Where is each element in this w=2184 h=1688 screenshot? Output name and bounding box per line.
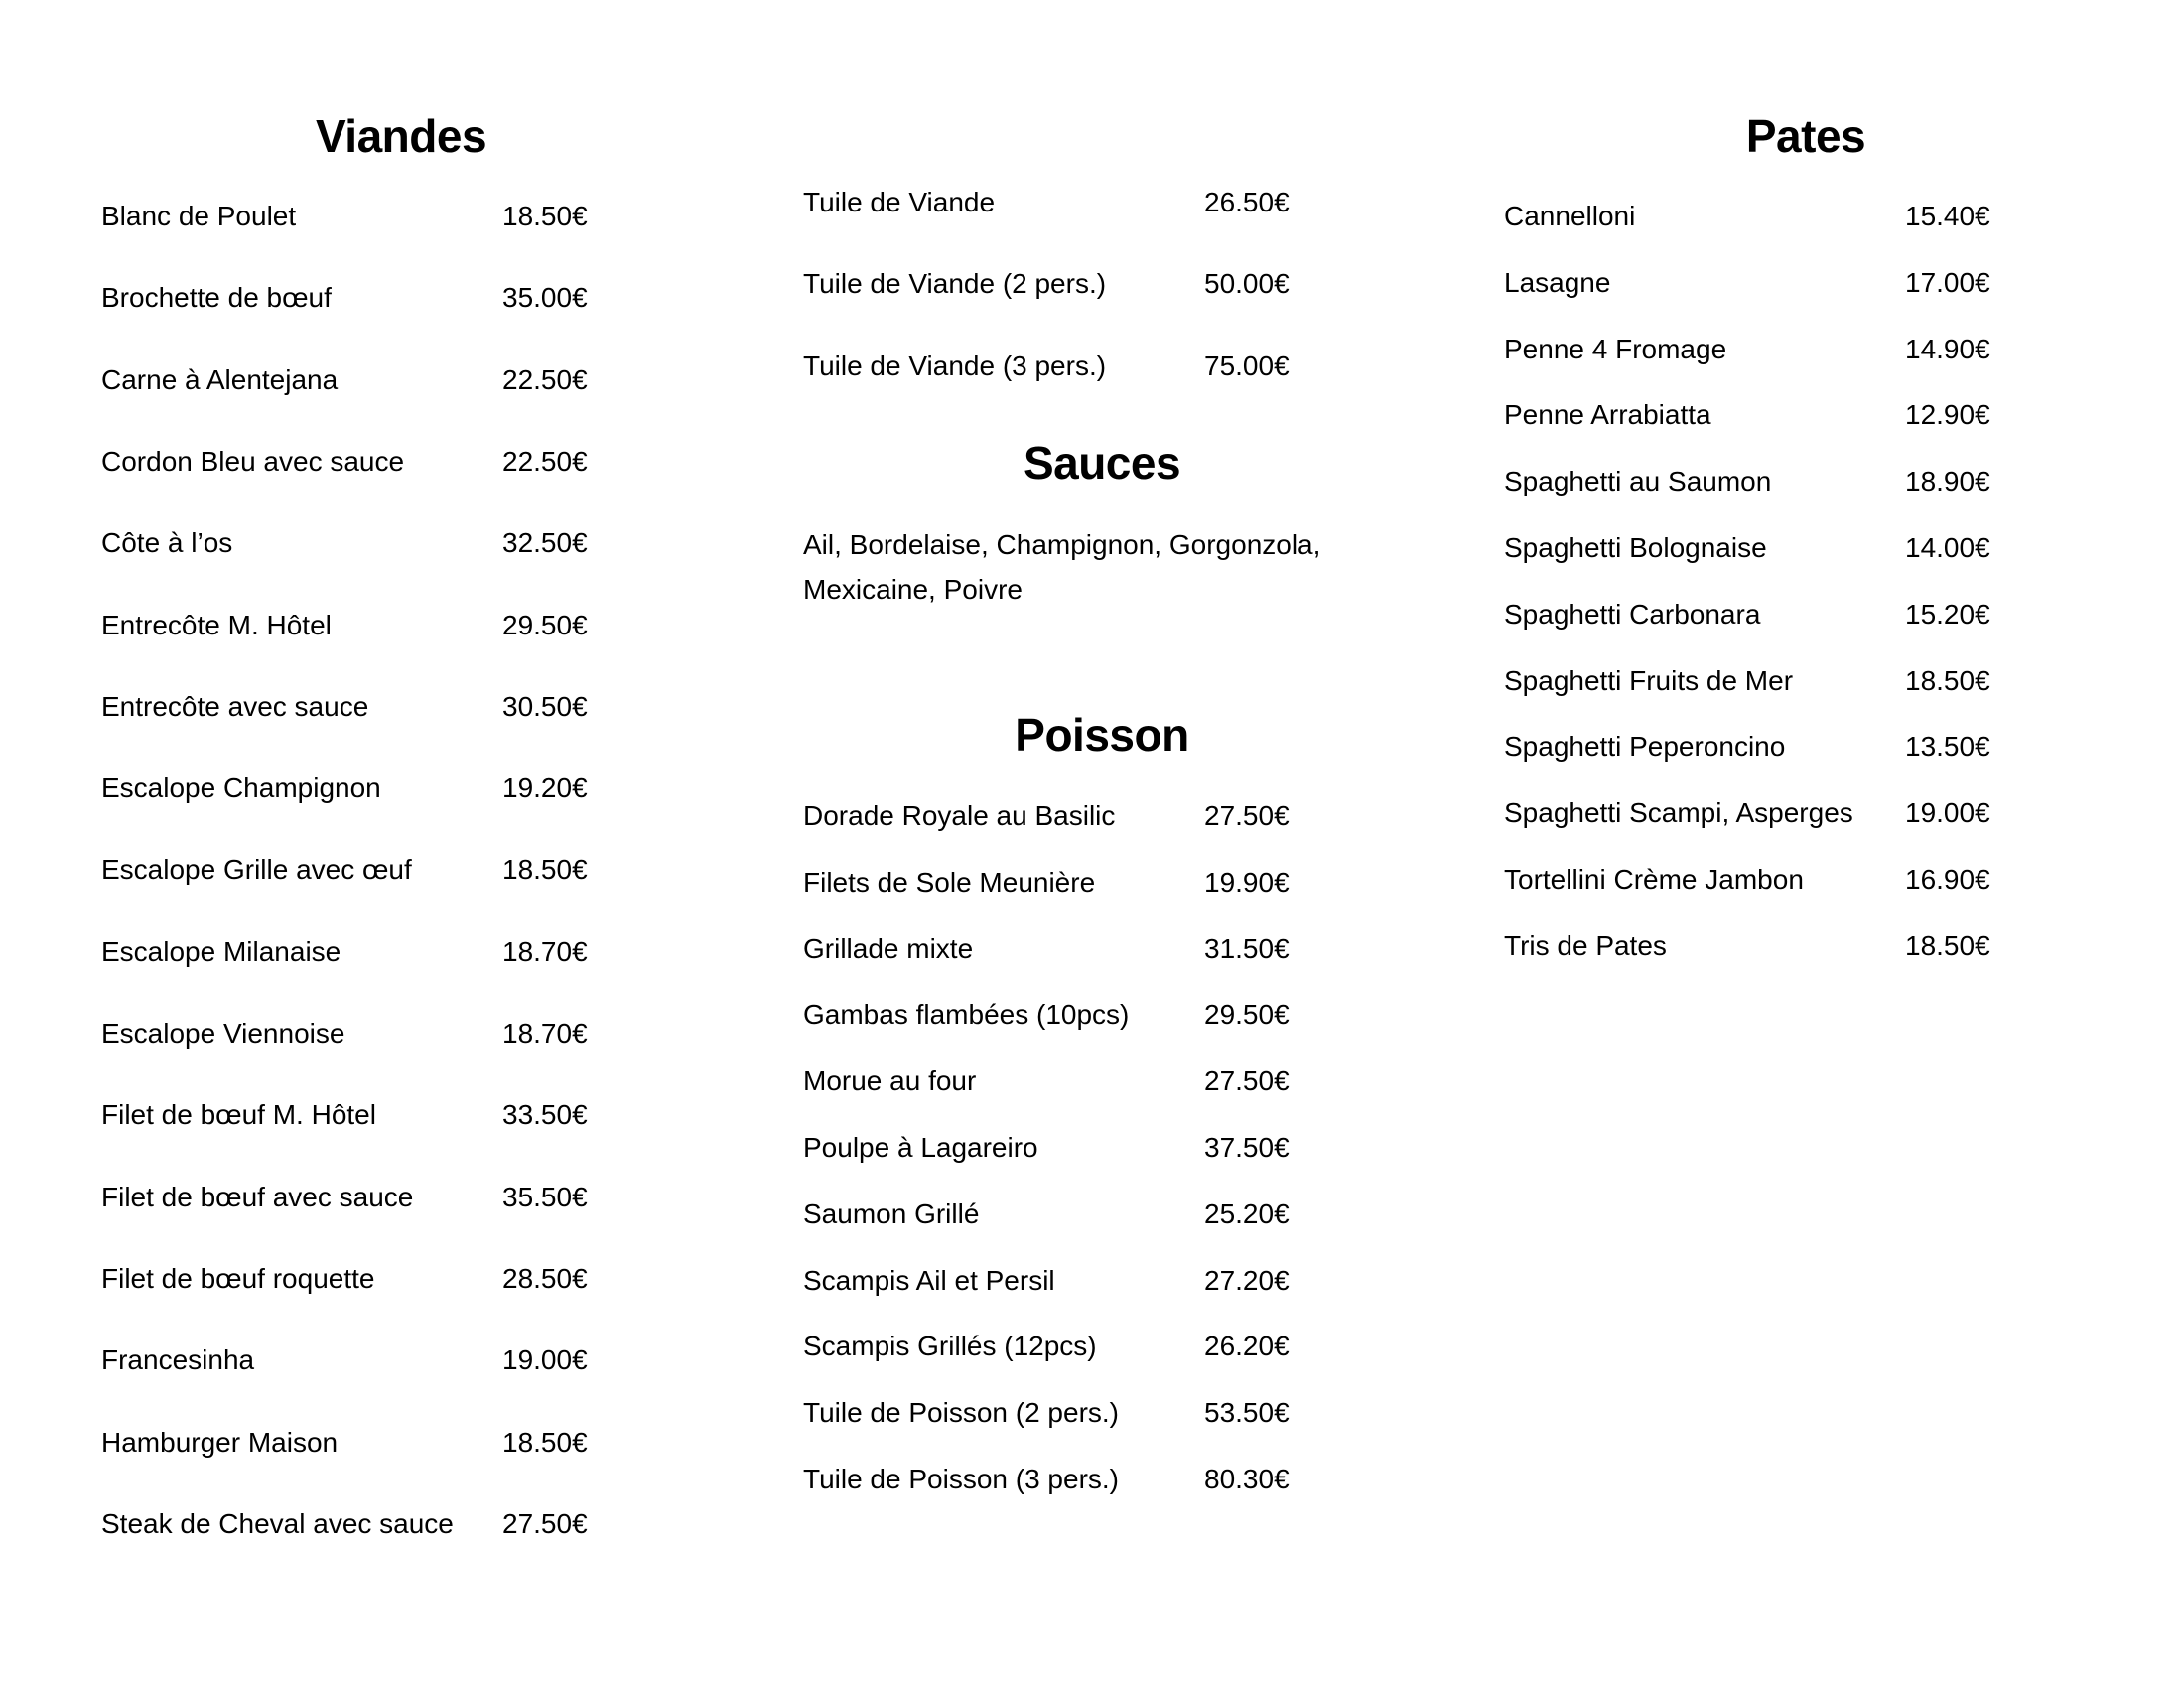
menu-item-name: Penne Arrabiatta (1504, 399, 1711, 431)
menu-item-price: 33.50€ (502, 1099, 588, 1131)
menu-item-name: Carne à Alentejana (101, 363, 339, 395)
menu-item-price: 14.00€ (1905, 532, 1990, 563)
menu-item-name: Tuile de Viande (3 pers.) (803, 350, 1107, 381)
menu-item-price: 25.20€ (1204, 1197, 1290, 1229)
menu-item-name: Filet de bœuf M. Hôtel (101, 1099, 376, 1131)
menu-item-price: 27.50€ (502, 1507, 588, 1539)
menu-item-price: 27.20€ (1204, 1264, 1290, 1296)
menu-item-name: Steak de Cheval avec sauce (101, 1507, 454, 1539)
menu-item-name: Entrecôte M. Hôtel (101, 609, 332, 640)
menu-item-price: 22.50€ (502, 363, 588, 395)
menu-item-price: 12.90€ (1905, 399, 1990, 431)
menu-item-price: 16.90€ (1905, 864, 1990, 895)
menu-item-price: 27.50€ (1204, 800, 1290, 831)
menu-item-price: 31.50€ (1204, 932, 1290, 964)
menu-item-name: Spaghetti Bolognaise (1504, 532, 1767, 563)
menu-item-name: Spaghetti Fruits de Mer (1504, 664, 1794, 696)
menu-item-price: 18.50€ (502, 854, 588, 886)
menu-item-name: Lasagne (1504, 266, 1611, 298)
menu-item-name: Tris de Pates (1504, 929, 1667, 961)
menu-item-price: 37.50€ (1204, 1132, 1290, 1163)
menu-item-name: Spaghetti Peperoncino (1504, 731, 1786, 763)
menu-item-price: 35.50€ (502, 1181, 588, 1212)
menu-item-price: 35.00€ (502, 282, 588, 314)
menu-item-name: Cannelloni (1504, 201, 1636, 231)
menu-item-price: 18.50€ (1905, 664, 1990, 696)
menu-item-name: Cordon Bleu avec sauce (101, 445, 405, 477)
menu-item-price: 15.40€ (1905, 201, 1990, 231)
menu-item-name: Escalope Viennoise (101, 1018, 345, 1049)
section-title-pates: Pates (1745, 110, 1866, 162)
menu-item-name: Filet de bœuf avec sauce (101, 1181, 414, 1212)
sauces-list-text: Ail, Bordelaise, Champignon, Gorgonzola, Mexicaine, Poivre (803, 529, 1321, 605)
menu-item-price: 19.00€ (1905, 797, 1990, 829)
menu-item-price: 18.50€ (1905, 929, 1990, 961)
menu-item-price: 18.70€ (502, 1018, 588, 1049)
menu-item-price: 18.90€ (1905, 466, 1990, 497)
menu-item-price: 26.20€ (1204, 1331, 1290, 1362)
menu-item-name: Tuile de Poisson (2 pers.) (803, 1397, 1119, 1429)
menu-item-name: Morue au four (803, 1065, 977, 1097)
menu-item-price: 19.20€ (502, 773, 588, 804)
menu-item-name: Tuile de Viande (2 pers.) (803, 268, 1107, 300)
menu-item-price: 15.20€ (1905, 598, 1990, 630)
section-title-sauces: Sauces (1023, 437, 1181, 489)
section-title-viandes: Viandes (315, 110, 487, 162)
menu-item-name: Filets de Sole Meunière (803, 866, 1096, 898)
menu-item-name: Tuile de Poisson (3 pers.) (803, 1464, 1119, 1494)
menu-item-price: 19.00€ (502, 1344, 588, 1376)
menu-item-name: Francesinha (101, 1344, 255, 1376)
menu-item-price: 53.50€ (1204, 1397, 1290, 1429)
menu-item-name: Grillade mixte (803, 932, 974, 964)
menu-item-price: 17.00€ (1905, 266, 1990, 298)
menu-item-name: Spaghetti au Saumon (1504, 466, 1772, 497)
menu-item-name: Escalope Grille avec œuf (101, 854, 412, 886)
menu-item-name: Escalope Milanaise (101, 935, 341, 967)
menu-item-name: Gambas flambées (10pcs) (803, 999, 1130, 1031)
menu-item-price: 18.50€ (502, 201, 588, 231)
menu-item-name: Tuile de Viande (803, 187, 996, 217)
menu-item-name: Poulpe à Lagareiro (803, 1132, 1038, 1163)
menu-item-price: 28.50€ (502, 1262, 588, 1294)
menu-item-price: 22.50€ (502, 445, 588, 477)
menu-item-name: Tortellini Crème Jambon (1504, 864, 1804, 895)
menu-item-price: 32.50€ (502, 527, 588, 559)
menu-item-price: 18.50€ (502, 1426, 588, 1458)
menu-item-price: 27.50€ (1204, 1065, 1290, 1097)
menu-item-price: 80.30€ (1204, 1464, 1290, 1494)
menu-item-price: 29.50€ (1204, 999, 1290, 1031)
menu-item-name: Scampis Ail et Persil (803, 1264, 1055, 1296)
menu-item-name: Scampis Grillés (12pcs) (803, 1331, 1097, 1362)
menu-item-name: Hamburger Maison (101, 1426, 339, 1458)
menu-item-price: 19.90€ (1204, 866, 1290, 898)
menu-item-price: 50.00€ (1204, 268, 1290, 300)
menu-item-name: Côte à l’os (101, 527, 233, 559)
menu-item-name: Saumon Grillé (803, 1197, 980, 1229)
menu-item-name: Brochette de bœuf (101, 282, 332, 314)
menu-item-name: Dorade Royale au Basilic (803, 800, 1116, 831)
menu-item-name: Spaghetti Scampi, Asperges (1504, 797, 1853, 829)
menu-item-name: Entrecôte avec sauce (101, 690, 369, 722)
menu-item-name: Filet de bœuf roquette (101, 1262, 375, 1294)
menu-item-price: 26.50€ (1204, 187, 1290, 217)
section-title-poisson: Poisson (1015, 709, 1189, 761)
menu-item-price: 29.50€ (502, 609, 588, 640)
menu-item-price: 13.50€ (1905, 731, 1990, 763)
menu-item-name: Escalope Champignon (101, 773, 381, 804)
menu-item-name: Penne 4 Fromage (1504, 333, 1727, 364)
menu-item-name: Blanc de Poulet (101, 201, 297, 231)
menu-item-price: 75.00€ (1204, 350, 1290, 381)
menu-item-price: 14.90€ (1905, 333, 1990, 364)
menu-item-price: 18.70€ (502, 935, 588, 967)
menu-item-price: 30.50€ (502, 690, 588, 722)
menu-item-name: Spaghetti Carbonara (1504, 598, 1761, 630)
